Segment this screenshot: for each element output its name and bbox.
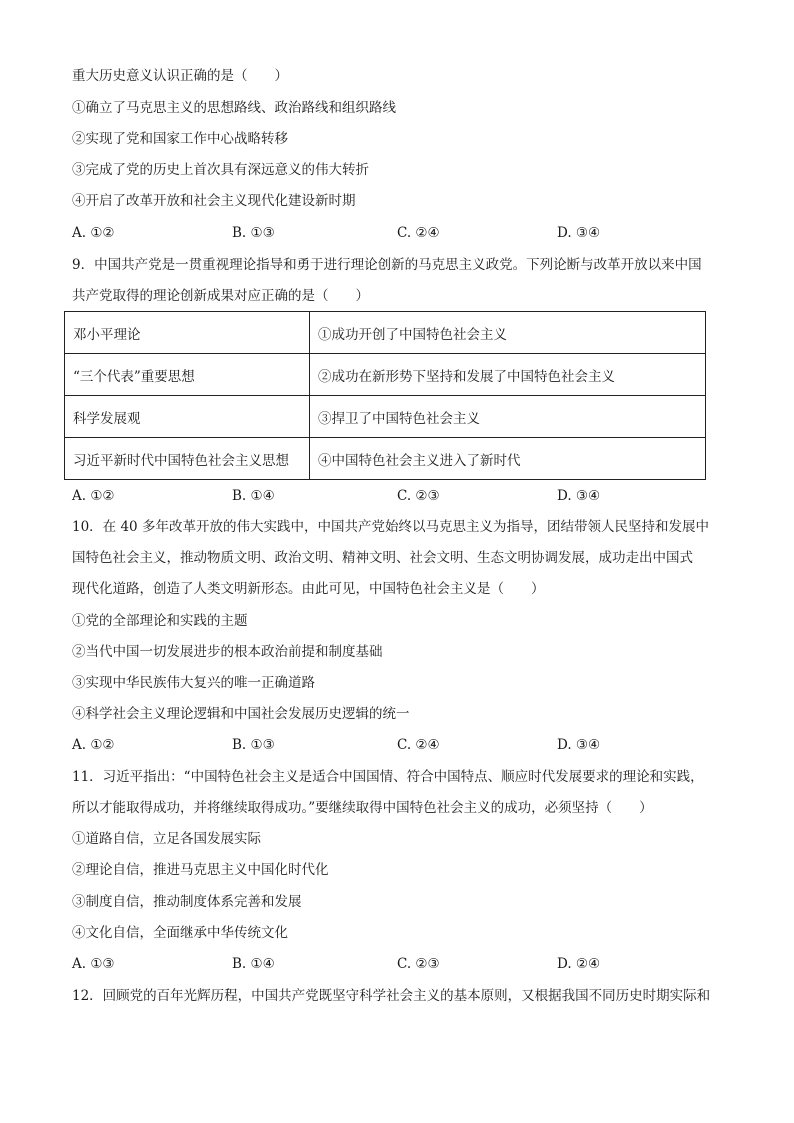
q8-item-4: ④开启了改革开放和社会主义现代化建设新时期 [72, 193, 356, 209]
table-row [65, 354, 706, 396]
q10-options [72, 736, 732, 754]
q8-option-b[interactable]: B. ①③ [232, 225, 275, 241]
q9-table [64, 311, 706, 480]
statement-cell: ②成功在新形势下坚持和发展了中国特色社会主义 [310, 354, 706, 396]
statement-cell: ①成功开创了中国特色社会主义 [310, 312, 706, 354]
q9-options [72, 487, 732, 505]
q10-option-b[interactable]: B. ①③ [232, 737, 275, 753]
q9-option-b[interactable]: B. ①④ [232, 488, 275, 504]
q8-options [72, 224, 732, 242]
q11-option-a[interactable]: A. ①③ [72, 956, 115, 972]
q11-option-b[interactable]: B. ①④ [232, 956, 275, 972]
q10-stem-line-3: 现代化道路，创造了人类文明新形态。由此可见，中国特色社会主义是（ ） [72, 581, 545, 597]
q11-stem-line-2: 所以才能取得成功，并将继续取得成功。”要继续取得中国特色社会主义的成功，必须坚持（ ） [72, 800, 653, 816]
theory-cell: 邓小平理论 [65, 312, 310, 354]
q8-option-a[interactable]: A. ①② [72, 225, 115, 241]
statement-cell: ③捍卫了中国特色社会主义 [310, 396, 706, 438]
theory-cell: “三个代表”重要思想 [65, 354, 310, 396]
q10-item-3: ③实现中华民族伟大复兴的唯一正确道路 [72, 675, 315, 691]
theory-cell: 科学发展观 [65, 396, 310, 438]
q8-item-2: ②实现了党和国家工作中心战略转移 [72, 131, 288, 147]
q10-stem-line-2: 国特色社会主义，推动物质文明、政治文明、精神文明、社会文明、生态文明协调发展，成功走出中国式 [72, 550, 693, 566]
table-row [65, 312, 706, 354]
q10-item-4: ④科学社会主义理论逻辑和中国社会发展历史逻辑的统一 [72, 706, 410, 722]
q9-stem-line-1: 9．中国共产党是一贯重视理论指导和勇于进行理论创新的马克思主义政党。下列论断与改革开放以来中国 [72, 257, 702, 273]
q8-option-c[interactable]: C. ②④ [397, 225, 440, 241]
q10-option-d[interactable]: D. ③④ [557, 737, 601, 753]
theory-cell: 习近平新时代中国特色社会主义思想 [65, 438, 310, 480]
q9-option-c[interactable]: C. ②③ [397, 488, 440, 504]
q11-options [72, 955, 732, 973]
q8-item-1: ①确立了马克思主义的思想路线、政治路线和组织路线 [72, 100, 396, 116]
q10-item-1: ①党的全部理论和实践的主题 [72, 613, 248, 629]
q11-option-d[interactable]: D. ②④ [557, 956, 601, 972]
q11-item-2: ②理论自信，推进马克思主义中国化时代化 [72, 862, 329, 878]
q11-item-4: ④文化自信，全面继承中华传统文化 [72, 925, 288, 941]
q11-item-1: ①道路自信，立足各国发展实际 [72, 831, 261, 847]
q10-option-a[interactable]: A. ①② [72, 737, 115, 753]
q9-option-a[interactable]: A. ①② [72, 488, 115, 504]
q10-stem-line-1: 10．在 40 多年改革开放的伟大实践中，中国共产党始终以马克思主义为指导，团结带领人民坚持和发展中 [72, 519, 709, 535]
q8-option-d[interactable]: D. ③④ [557, 225, 601, 241]
q8-stem: 重大历史意义认识正确的是（ ） [72, 68, 288, 84]
statement-cell: ④中国特色社会主义进入了新时代 [310, 438, 706, 480]
q10-item-2: ②当代中国一切发展进步的根本政治前提和制度基础 [72, 644, 383, 660]
table-row [65, 396, 706, 438]
q12-stem-line-1: 12．回顾党的百年光辉历程，中国共产党既坚守科学社会主义的基本原则，又根据我国不同历史时期实际和 [72, 988, 711, 1004]
q9-stem-line-2: 共产党取得的理论创新成果对应正确的是（ ） [72, 288, 369, 304]
q9-option-d[interactable]: D. ③④ [557, 488, 601, 504]
q11-item-3: ③制度自信，推动制度体系完善和发展 [72, 894, 302, 910]
q8-item-3: ③完成了党的历史上首次具有深远意义的伟大转折 [72, 162, 369, 178]
q11-option-c[interactable]: C. ②③ [397, 956, 440, 972]
q11-stem-line-1: 11．习近平指出：“中国特色社会主义是适合中国国情、符合中国特点、顺应时代发展要求的理论和实践， [72, 769, 704, 785]
q10-option-c[interactable]: C. ②④ [397, 737, 440, 753]
table-row [65, 438, 706, 480]
